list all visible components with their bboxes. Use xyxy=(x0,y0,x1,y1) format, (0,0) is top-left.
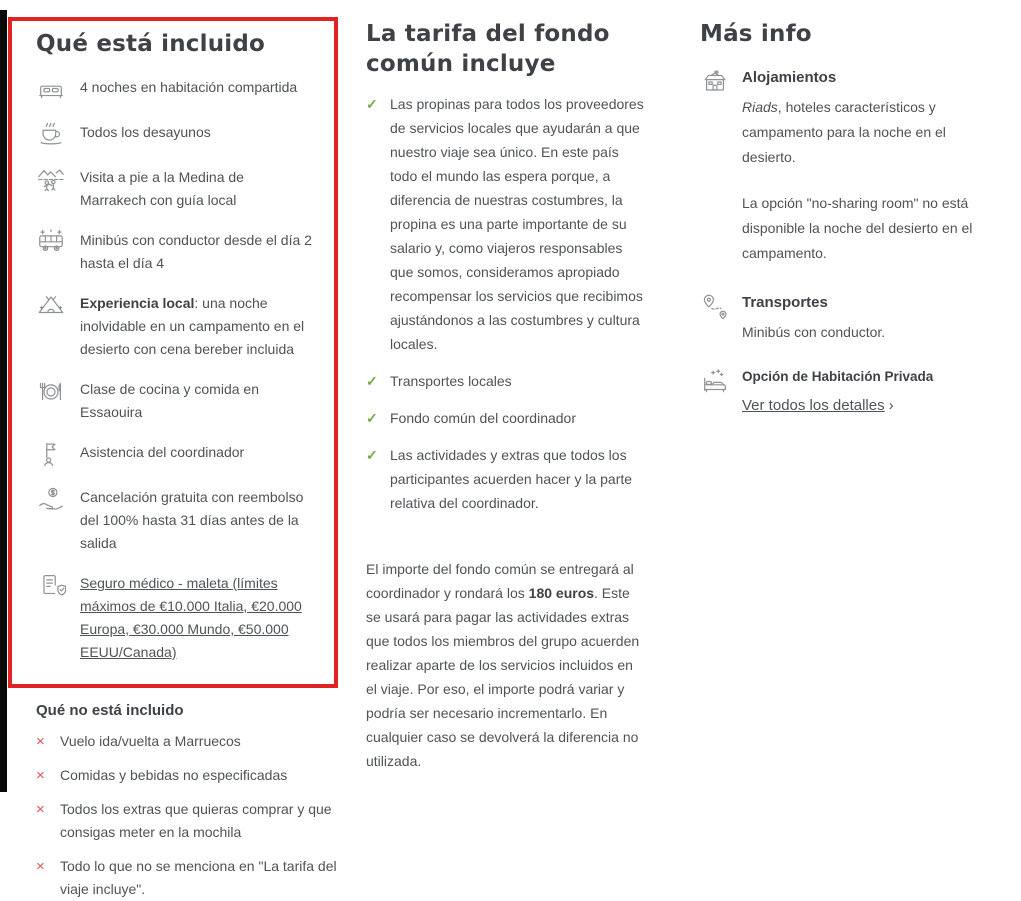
included-item xyxy=(36,119,312,149)
fund-title: La tarifa del fondo común incluye xyxy=(366,21,610,77)
cross-icon: × xyxy=(36,801,45,818)
fund-note-amount: 180 euros xyxy=(528,585,595,601)
check-icon: ✓ xyxy=(366,410,378,426)
fund-item-text: Fondo común del coordinador xyxy=(390,410,577,426)
check-icon: ✓ xyxy=(366,447,378,463)
check-icon: ✓ xyxy=(366,96,378,112)
included-item-text: Minibús con conductor desde el día 2 hasta el día 4 xyxy=(80,232,312,271)
walking-tour-icon xyxy=(36,164,66,194)
included-item xyxy=(36,227,312,275)
see-all-details-label[interactable]: Ver todos los detalles xyxy=(742,397,885,414)
not-included-section xyxy=(36,702,338,901)
accommodations-block xyxy=(700,67,992,266)
more-info-column xyxy=(700,17,992,415)
restaurant-icon xyxy=(36,376,66,406)
not-included-item xyxy=(36,764,338,787)
transport-body xyxy=(742,292,885,345)
riads-italic: Riads xyxy=(742,99,778,115)
transport-text: Minibús con conductor. xyxy=(742,324,886,340)
fund-item xyxy=(366,443,644,515)
included-item xyxy=(36,439,312,469)
included-item xyxy=(36,570,312,664)
refund-icon xyxy=(36,484,66,514)
private-room-heading: Opción de Habitación Privada xyxy=(742,369,934,384)
transport-heading: Transportes xyxy=(742,294,828,311)
tent-icon xyxy=(36,290,66,320)
included-item-text: Asistencia del coordinador xyxy=(80,444,245,460)
not-included-item-text: Comidas y bebidas no especificadas xyxy=(60,767,288,783)
included-item-text: Experiencia local: una noche inolvidable en un campamento en el desierto con cena bereber incluida xyxy=(80,295,305,357)
fund-item xyxy=(366,92,644,356)
included-item-text: Cancelación gratuita con reembolso del 100% hasta 31 días antes de la salida xyxy=(80,489,304,551)
private-room-body xyxy=(742,367,933,415)
coordinator-flag-icon xyxy=(36,439,66,469)
included-item xyxy=(36,376,312,424)
fund-column xyxy=(366,17,644,787)
cross-icon: × xyxy=(36,858,45,875)
window-edge-bar xyxy=(0,10,7,792)
included-list xyxy=(36,74,312,664)
accommodations-text-2: La opción "no-sharing room" no está disponible la noche del desierto en el campamento. xyxy=(742,195,973,261)
included-item-text: Todos los desayunos xyxy=(80,124,211,140)
cross-icon: × xyxy=(36,767,45,784)
minibus-icon xyxy=(36,227,66,257)
cross-icon: × xyxy=(36,733,45,750)
not-included-item-text: Todo lo que no se menciona en "La tarifa del viaje incluye". xyxy=(60,858,337,897)
not-included-item xyxy=(36,730,338,753)
fund-item-text: Las propinas para todos los proveedores de servicios locales que ayudarán a que nuestro viaje sea único. En este país todo el mundo las espera porque, a diferencia de nuestras costumbres, la propina es una parte importante de su salario y, como viajeros responsables que somos, consideramos apropiado recompensar los servicios que recibimos ajustándonos a las costumbres y cultura locales. xyxy=(390,96,644,352)
included-title: Qué está incluido xyxy=(36,31,266,57)
chevron-right-icon: › xyxy=(888,397,894,414)
included-item xyxy=(36,74,312,104)
fund-list xyxy=(366,92,644,515)
insurance-icon xyxy=(36,570,66,600)
fund-note xyxy=(366,557,644,773)
see-all-details-link[interactable] xyxy=(742,397,894,414)
included-item xyxy=(36,484,312,555)
fund-item xyxy=(366,406,644,430)
accommodations-text-1 xyxy=(742,95,992,170)
not-included-item xyxy=(36,798,338,844)
bed-icon xyxy=(36,74,66,104)
private-room-block xyxy=(700,367,992,415)
route-icon xyxy=(700,292,730,322)
transport-block xyxy=(700,292,992,345)
not-included-list xyxy=(36,730,338,901)
included-column xyxy=(8,17,338,901)
included-item xyxy=(36,290,312,361)
hotel-icon xyxy=(700,67,730,97)
accommodations-body xyxy=(742,67,992,266)
accommodations-heading: Alojamientos xyxy=(742,69,837,86)
check-icon: ✓ xyxy=(366,373,378,389)
fund-item xyxy=(366,369,644,393)
not-included-title: Qué no está incluido xyxy=(36,702,184,719)
not-included-item-text: Todos los extras que quieras comprar y que consigas meter en la mochila xyxy=(60,801,332,840)
accommodations-text-1-rest: , hoteles característicos y campamento para la noche en el desierto. xyxy=(742,99,946,165)
fund-note-before: El importe del fondo común se entregará al coordinador y rondará los xyxy=(366,561,634,601)
included-highlight-box xyxy=(8,17,338,688)
not-included-item xyxy=(36,855,338,901)
fund-item-text: Las actividades y extras que todos los participantes acuerden hacer y la parte relativa del coordinador. xyxy=(390,447,633,511)
fund-item-text: Transportes locales xyxy=(390,373,512,389)
included-item-text: 4 noches en habitación compartida xyxy=(80,79,298,95)
coffee-icon xyxy=(36,119,66,149)
included-item xyxy=(36,164,312,212)
more-info-title: Más info xyxy=(700,21,812,47)
included-item-text[interactable]: Seguro médico - maleta (límites máximos de €10.000 Italia, €20.000 Europa, €30.000 Mundo, €50.000 EEUU/Canada) xyxy=(80,575,302,660)
included-item-text: Clase de cocina y comida en Essaouira xyxy=(80,381,259,420)
not-included-item-text: Vuelo ida/vuelta a Marruecos xyxy=(60,733,241,749)
included-item-text: Visita a pie a la Medina de Marrakech con guía local xyxy=(80,169,244,208)
private-room-bed-icon xyxy=(700,367,730,397)
fund-note-after: . Este se usará para pagar las actividades extras que todos los miembros del grupo acuerden realizar aparte de los servicios incluidos en el viaje. Por eso, el importe podrá variar y podría ser necesario incrementarlo. En cualquier caso se devolverá la diferencia no utilizada. xyxy=(366,585,640,769)
